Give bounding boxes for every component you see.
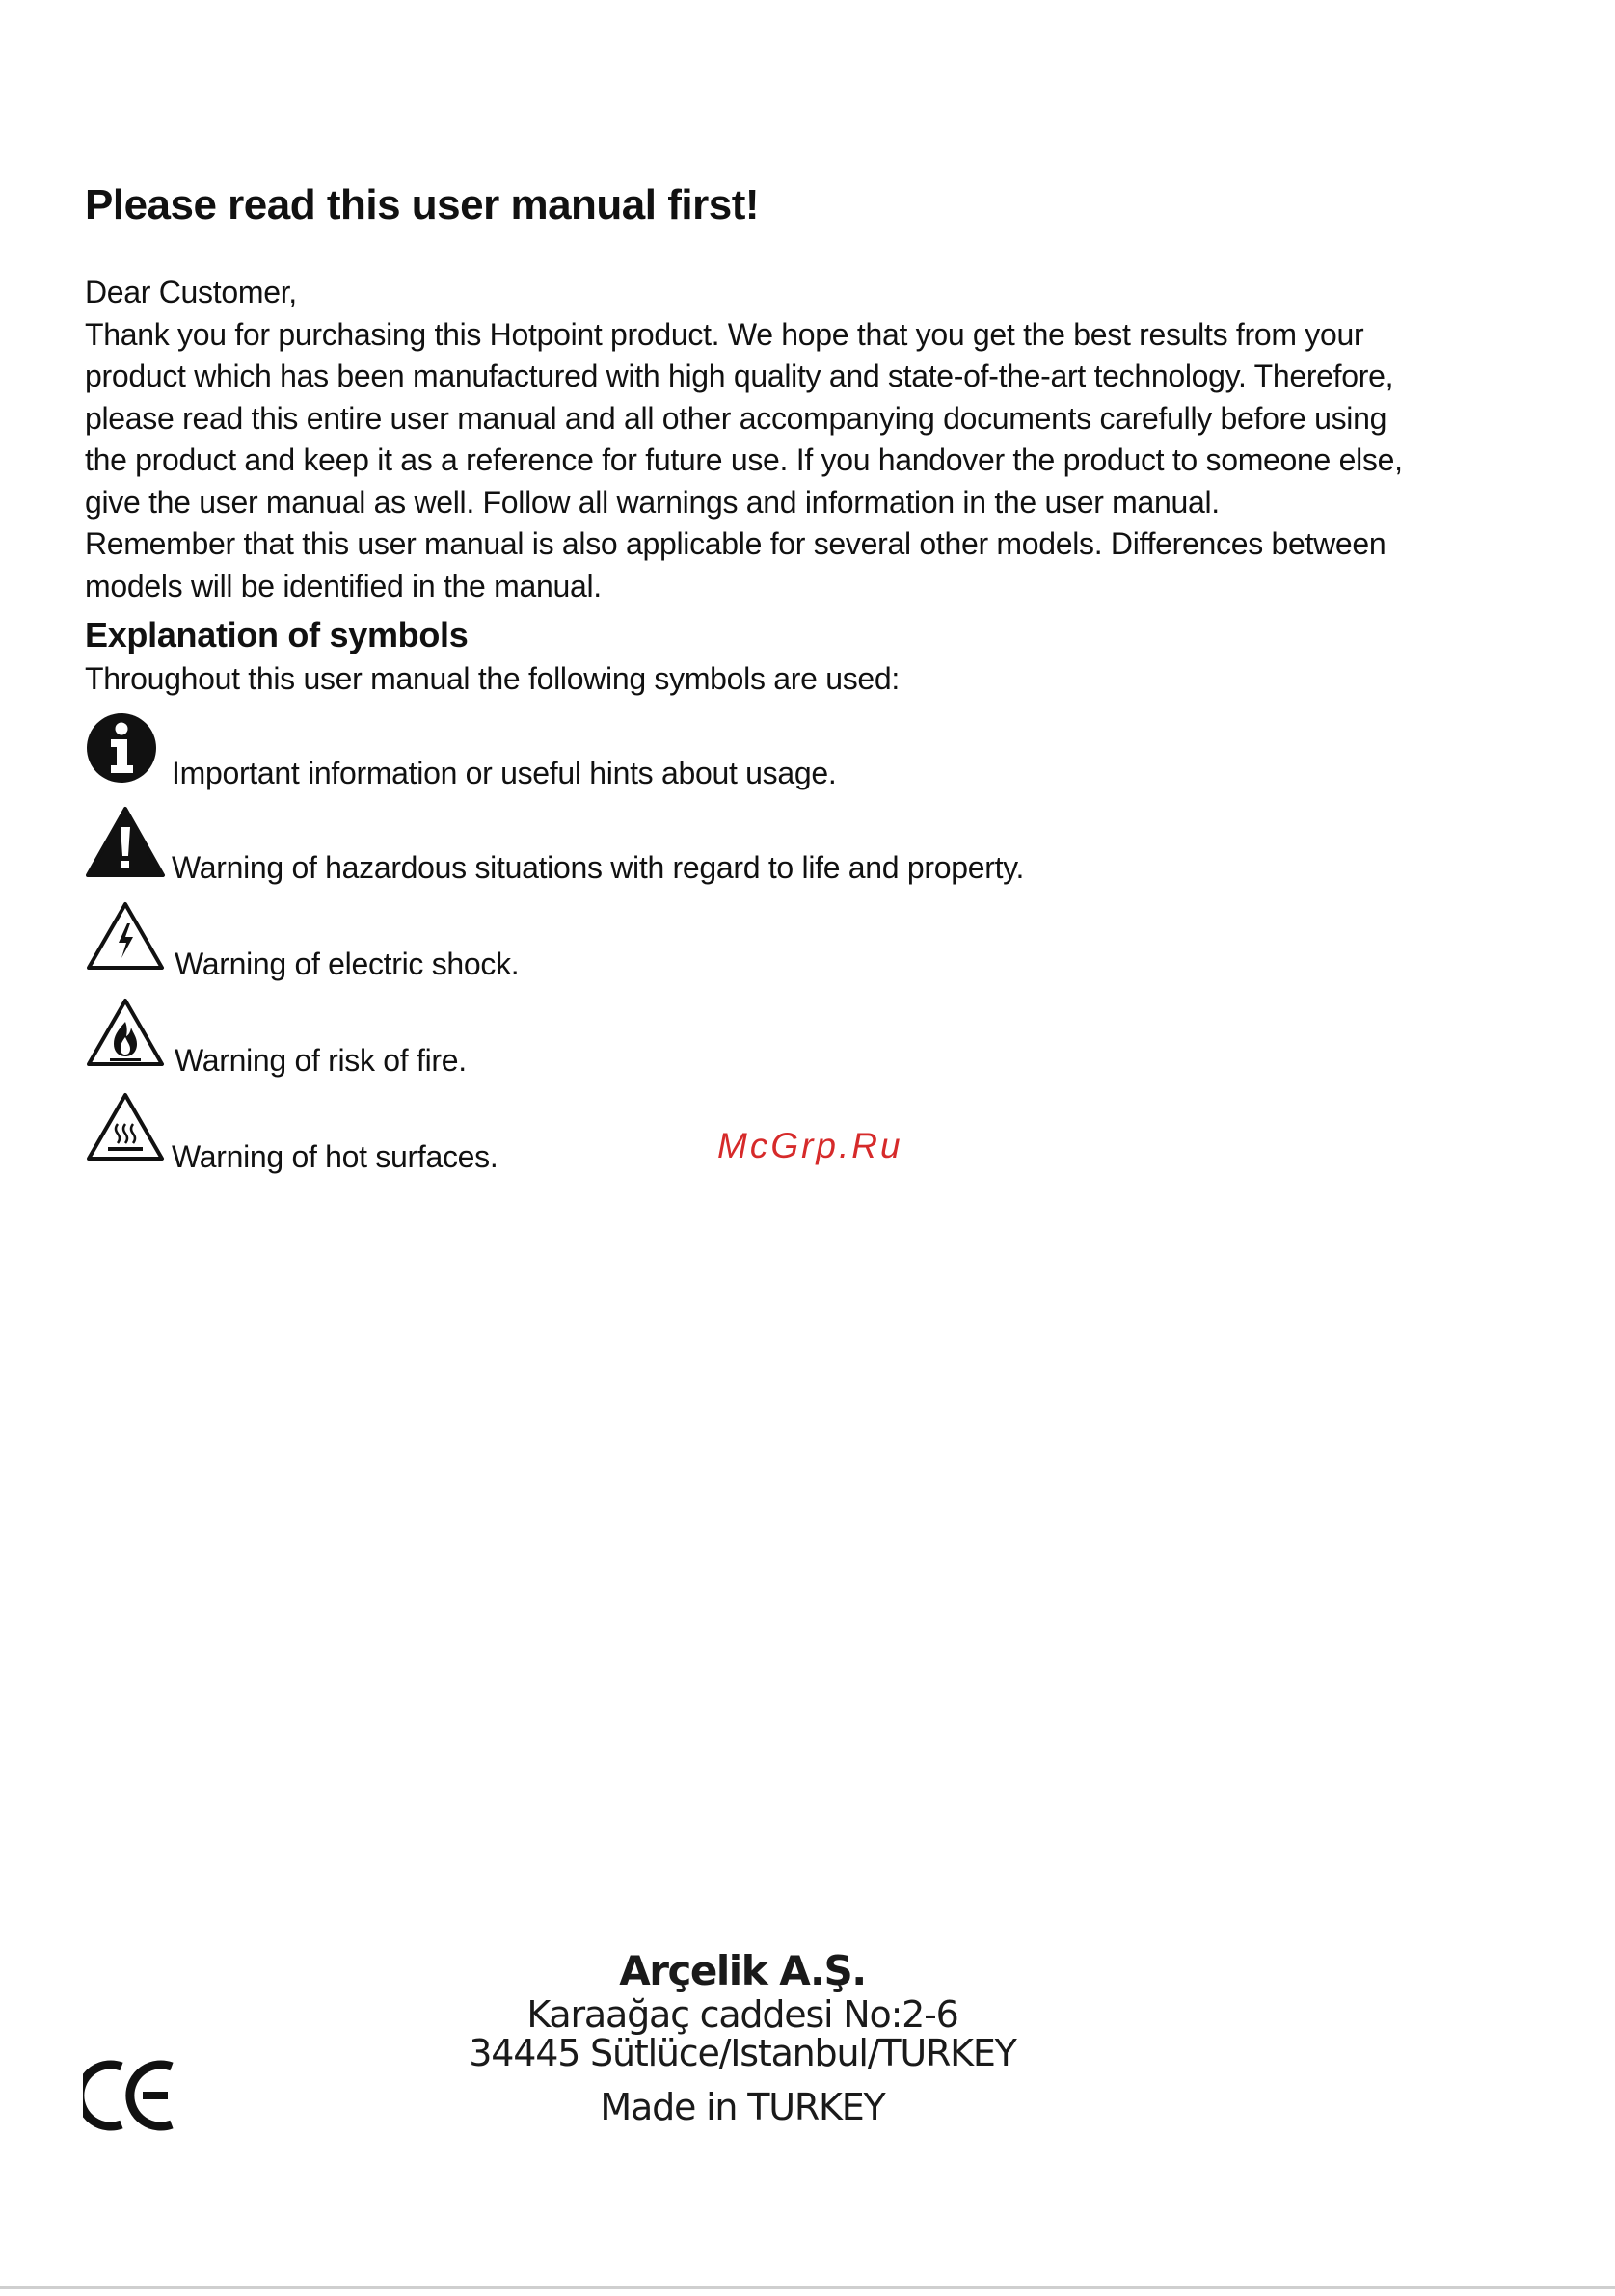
intro-line: Remember that this user manual is also applicable for several other models. Differences between [85,526,1386,561]
hazard-warning-icon [85,806,166,879]
intro-line: the product and keep it as a reference for future use. If you handover the product to someone else, [85,442,1403,477]
ce-mark-icon [83,2059,179,2132]
symbol-label: Warning of hazardous situations with regard to life and property. [172,850,1025,885]
electric-shock-icon [85,900,166,974]
manufacturer-street: Karaağaç caddesi No:2-6 [526,1993,958,2036]
manufacturer-address [405,1947,1080,2128]
symbols-section-title: Explanation of symbols [85,615,469,654]
page-bottom-rule [0,2286,1615,2289]
hot-surface-icon [85,1091,166,1164]
intro-line: product which has been manufactured with high quality and state-of-the-art technology. Therefore, [85,359,1394,393]
symbol-label: Warning of hot surfaces. [172,1139,498,1174]
made-in: Made in TURKEY [600,2086,885,2128]
fire-risk-icon [85,997,166,1070]
intro-paragraph [85,272,1550,607]
symbol-item-hazard [85,804,1242,896]
intro-line: Thank you for purchasing this Hotpoint product. We hope that you get the best results from your [85,316,1364,352]
symbol-item-info [85,709,1242,802]
page-title: Please read this user manual first! [85,181,760,228]
symbol-label: Warning of risk of fire. [175,1043,467,1078]
intro-line: models will be identified in the manual. [85,568,602,603]
intro-line: give the user manual as well. Follow all warnings and information in the user manual. [85,484,1220,520]
manufacturer-name: Arçelik A.Ş. [619,1947,866,1994]
symbols-intro: Throughout this user manual the following symbols are used: [85,661,900,696]
symbol-label: Important information or useful hints about usage. [172,756,837,790]
manufacturer-city: 34445 Sütlüce/Istanbul/TURKEY [469,2032,1016,2074]
symbol-item-fire [85,993,1242,1085]
symbol-label: Warning of electric shock. [175,947,520,981]
symbol-item-hot-surface [85,1089,1242,1182]
intro-line: please read this entire user manual and all other accompanying documents carefully before using [85,400,1387,436]
watermark: McGrp.Ru [717,1126,903,1165]
symbol-item-electric-shock [85,898,1242,991]
intro-line: Dear Customer, [85,275,297,309]
info-icon [85,711,158,785]
